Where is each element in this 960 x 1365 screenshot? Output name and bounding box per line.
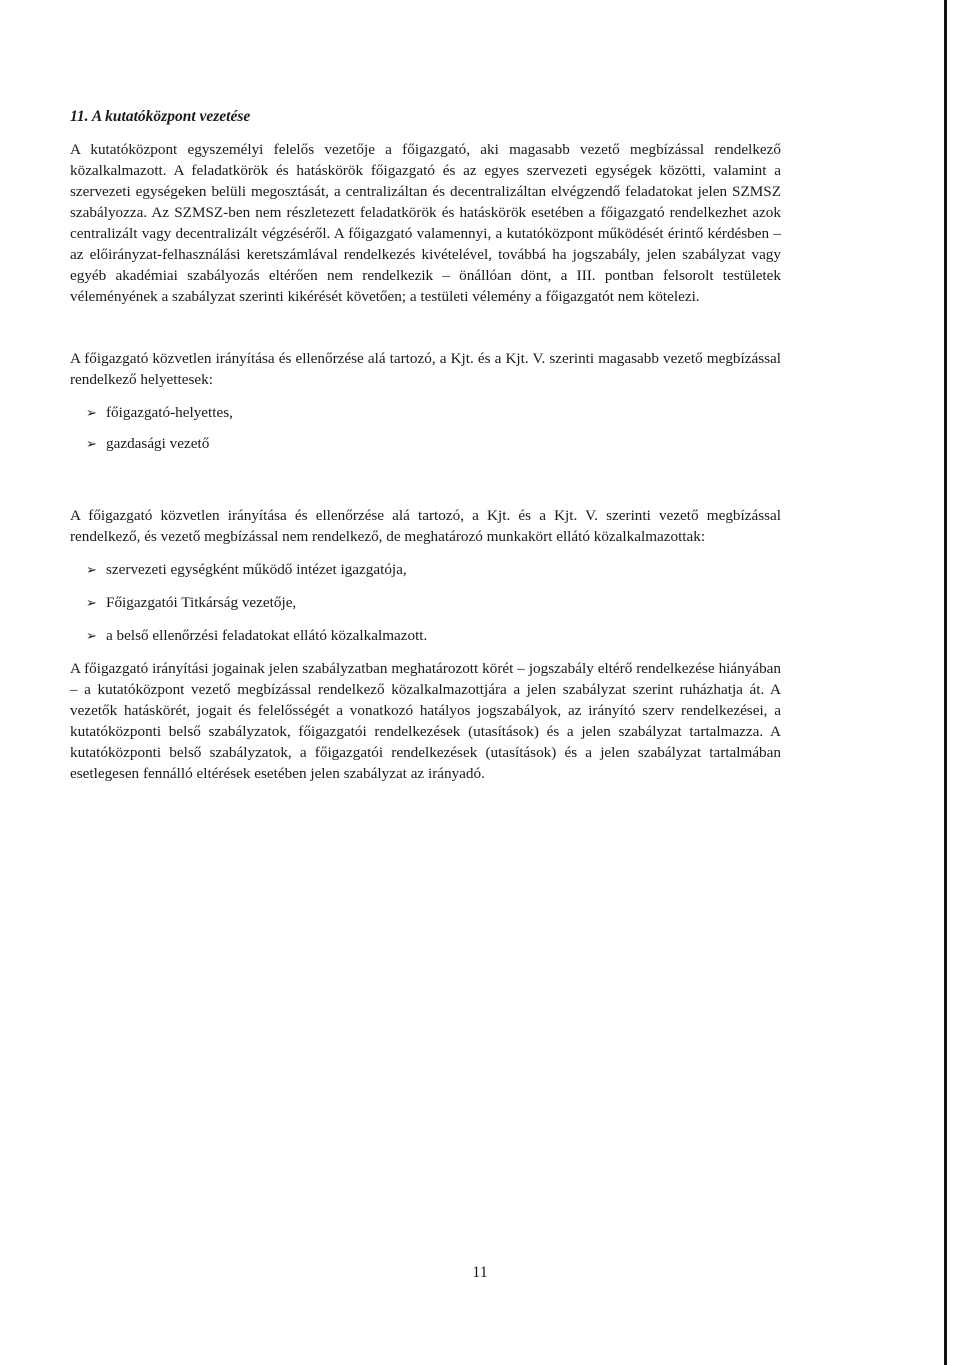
paragraph-staff-intro: A főigazgató közvetlen irányítása és ellenőrzése alá tartozó, a Kjt. és a Kjt. V. szerinti vezető megbízással rendelkező, és vezető megbízással nem rendelkező, de meghatározó munkakört ellátó közalkalmazottak: [70,507,781,545]
arrow-bullet-icon: ➢ [86,436,97,451]
arrow-bullet-icon: ➢ [86,595,97,610]
deputies-list [70,402,781,454]
page-number: 11 [472,1264,488,1281]
paragraph-leadership: A kutatóközpont egyszemélyi felelős vezetője a főigazgató, aki magasabb vezető megbízással rendelkező közalkalmazott. A feladatkörök és hatáskörök főigazgató és az egyes szervezeti egységek közötti, valamint a szervezeti egységeken belüli megosztását, a centralizáltan és decentralizáltan elvégzendő feladatokat jelen SZMSZ szabályozza. Az SZMSZ-ben nem részletezett feladatkörök és hatáskörök esetében a főigazgató rendelkezhet azok centralizált vagy decentralizált végzéséről. A főigazgató valamennyi, a kutatóközpont működését érintő kérdésben – az előirányzat-felhasználási keretszámlával rendelkezés kivételével, továbbá ha jogszabály, jelen szabályzat vagy egyéb akadémiai szabályozás eltérően nem rendelkezik – önállóan dönt, a III. pontban felsorolt testületek véleményének a szabályzat szerinti kikérését követően; a testületi vélemény a főigazgatót nem kötelezi. [70,141,781,305]
arrow-bullet-icon: ➢ [86,628,97,643]
list-item [86,625,781,646]
list-item-text: szervezeti egységként működő intézet igazgatója, [106,561,407,578]
list-item [86,592,781,613]
document-page [70,106,781,784]
arrow-bullet-icon: ➢ [86,562,97,577]
paragraph-deputies-intro: A főigazgató közvetlen irányítása és ellenőrzése alá tartozó, a Kjt. és a Kjt. V. szerinti magasabb vezető megbízással rendelkező helyettesek: [70,350,781,388]
paragraph-delegation: A főigazgató irányítási jogainak jelen szabályzatban meghatározott körét – jogszabály eltérő rendelkezése hiányában – a kutatóközpont vezető megbízással rendelkező közalkalmazottjára a jelen szabályzat szerint ruházhatja át. A vezetők hatáskörét, jogait és felelősségét a vonatkozó hatályos jogszabályok, az irányító szerv rendelkezései, a kutatóközponti belső szabályzatok, főigazgatói rendelkezések (utasítások) és a jelen szabályzat tartalmazza. A kutatóközponti belső szabályzatok, a főigazgatói rendelkezések (utasítások) és a jelen szabályzat tartalmában esetlegesen fennálló eltérések esetében jelen szabályzat az irányadó. [70,660,781,782]
scan-edge-border [944,0,947,1365]
list-item-text: gazdasági vezető [106,435,210,452]
list-item-text: főigazgató-helyettes, [106,404,233,421]
section-heading: 11. A kutatóközpont vezetése [70,108,251,125]
list-item [86,559,781,580]
list-item-text: Főigazgatói Titkárság vezetője, [106,594,297,611]
list-item [86,433,781,454]
list-item [86,402,781,423]
arrow-bullet-icon: ➢ [86,405,97,420]
list-item-text: a belső ellenőrzési feladatokat ellátó közalkalmazott. [106,627,428,644]
staff-list [70,559,781,646]
